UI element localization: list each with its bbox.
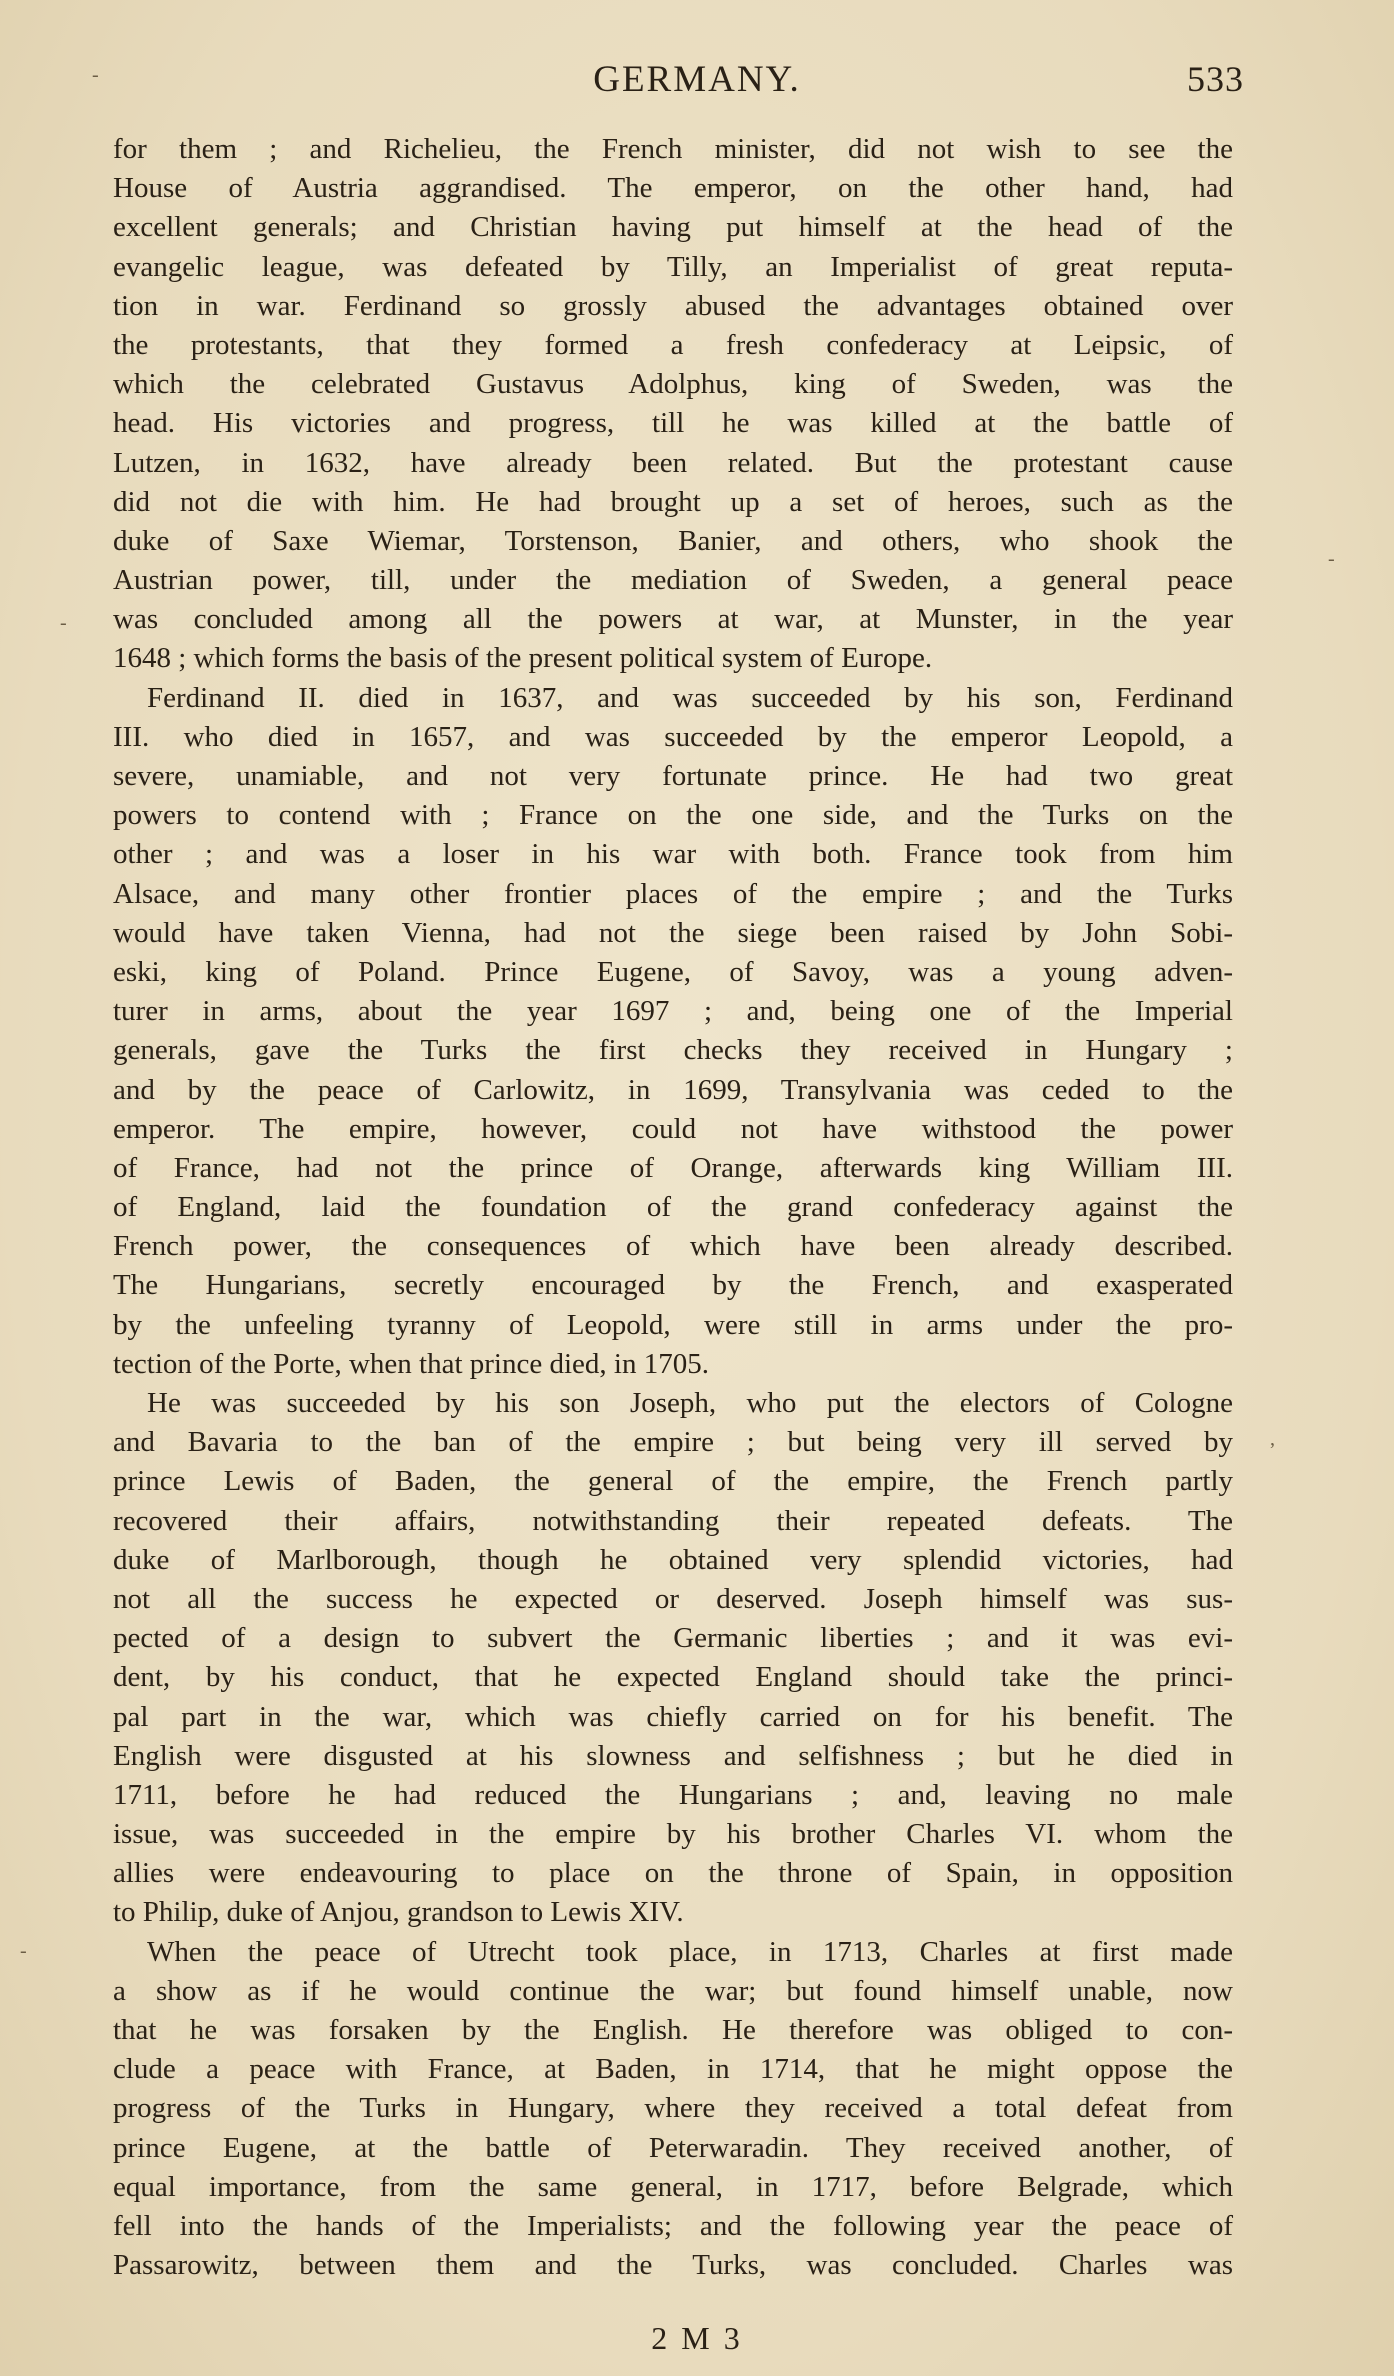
text-line: a show as if he would continue the war; but found himself unable, now (113, 1974, 1233, 2007)
text-line: tion in war. Ferdinand so grossly abused the advantages obtained over (113, 289, 1233, 322)
text-line: would have taken Vienna, had not the siege been raised by John Sobi- (113, 916, 1233, 949)
text-line: duke of Saxe Wiemar, Torstenson, Banier, and others, who shook the (113, 524, 1233, 557)
text-line: powers to contend with ; France on the one side, and the Turks on the (113, 799, 1233, 832)
text-line: dent, by his conduct, that he expected England should take the princi- (113, 1661, 1233, 1694)
text-line: evangelic league, was defeated by Tilly, an Imperialist of great reputa- (113, 250, 1233, 283)
text-line: that he was forsaken by the English. He therefore was obliged to con- (113, 2014, 1233, 2046)
text-line: did not die with him. He had brought up a set of heroes, such as the (113, 485, 1233, 518)
text-line: and by the peace of Carlowitz, in 1699, Transylvania was ceded to the (113, 1073, 1233, 1106)
text-line: 1711, before he had reduced the Hungarians ; and, leaving no male (113, 1778, 1233, 1811)
body-text (113, 130, 1233, 2285)
text-line: severe, unamiable, and not very fortunate prince. He had two great (113, 760, 1233, 792)
text-line: head. His victories and progress, till he was killed at the battle of (113, 407, 1233, 440)
text-line: Passarowitz, between them and the Turks, was concluded. Charles was (113, 2249, 1233, 2282)
text-line: which the celebrated Gustavus Adolphus, king of Sweden, was the (113, 368, 1233, 401)
text-line: not all the success he expected or deserved. Joseph himself was sus- (113, 1582, 1233, 1615)
text-line: and Bavaria to the ban of the empire ; but being very ill served by (113, 1426, 1233, 1459)
text-line: of France, had not the prince of Orange, afterwards king William III. (113, 1151, 1233, 1184)
text-line: fell into the hands of the Imperialists; and the following year the peace of (113, 2209, 1233, 2242)
running-title: GERMANY. (593, 59, 801, 100)
margin-dash: - (60, 612, 67, 634)
text-line: Alsace, and many other frontier places of the empire ; and the Turks (113, 877, 1233, 910)
margin-dash: , (1270, 1428, 1275, 1450)
running-head (0, 58, 1394, 104)
text-line: to Philip, duke of Anjou, grandson to Lewis XIV. (113, 1896, 684, 1929)
text-line: issue, was succeeded in the empire by his brother Charles VI. whom the (113, 1818, 1233, 1851)
page-number: 533 (1187, 59, 1244, 99)
text-line: Ferdinand II. died in 1637, and was succeeded by his son, Ferdinand (147, 681, 1233, 714)
text-line: by the unfeeling tyranny of Leopold, were still in arms under the pro- (113, 1308, 1233, 1341)
text-line: He was succeeded by his son Joseph, who put the electors of Cologne (147, 1387, 1233, 1419)
margin-dash: - (92, 64, 99, 86)
text-line: When the peace of Utrecht took place, in 1713, Charles at first made (147, 1935, 1233, 1968)
text-line: English were disgusted at his slowness and selfishness ; but he died in (113, 1739, 1233, 1772)
text-line: allies were endeavouring to place on the throne of Spain, in opposition (113, 1857, 1233, 1890)
text-line: pal part in the war, which was chiefly carried on for his benefit. The (113, 1700, 1233, 1733)
text-line: III. who died in 1657, and was succeeded by the emperor Leopold, a (113, 720, 1233, 753)
text-line: French power, the consequences of which have been already described. (113, 1230, 1233, 1263)
text-line: Lutzen, in 1632, have already been related. But the protestant cause (113, 446, 1233, 479)
text-line: House of Austria aggrandised. The emperor, on the other hand, had (113, 172, 1233, 205)
margin-dash: - (20, 1940, 27, 1962)
text-line: pected of a design to subvert the Germanic liberties ; and it was evi- (113, 1622, 1233, 1655)
text-line: duke of Marlborough, though he obtained very splendid victories, had (113, 1543, 1233, 1576)
text-line: excellent generals; and Christian having put himself at the head of the (113, 211, 1233, 244)
text-line: clude a peace with France, at Baden, in 1714, that he might oppose the (113, 2053, 1233, 2086)
text-line: tection of the Porte, when that prince died, in 1705. (113, 1347, 709, 1380)
text-line: emperor. The empire, however, could not have withstood the power (113, 1112, 1233, 1145)
margin-dash: - (1328, 548, 1335, 570)
text-line: for them ; and Richelieu, the French minister, did not wish to see the (113, 133, 1233, 165)
text-line: of England, laid the foundation of the grand confederacy against the (113, 1191, 1233, 1224)
signature-mark: 2 M 3 (651, 2320, 743, 2356)
text-line: progress of the Turks in Hungary, where they received a total defeat from (113, 2092, 1233, 2125)
text-line: The Hungarians, secretly encouraged by the French, and exasperated (113, 1269, 1233, 1302)
text-line: generals, gave the Turks the first checks they received in Hungary ; (113, 1034, 1233, 1067)
text-line: turer in arms, about the year 1697 ; and, being one of the Imperial (113, 995, 1233, 1028)
text-line: recovered their affairs, notwithstanding their repeated defeats. The (113, 1504, 1233, 1537)
text-line: eski, king of Poland. Prince Eugene, of Savoy, was a young adven- (113, 955, 1233, 988)
text-line: prince Lewis of Baden, the general of the empire, the French partly (113, 1465, 1233, 1498)
text-line: the protestants, that they formed a fresh confederacy at Leipsic, of (113, 328, 1233, 361)
text-line: Austrian power, till, under the mediation of Sweden, a general peace (113, 564, 1233, 597)
text-line: was concluded among all the powers at war, at Munster, in the year (113, 603, 1233, 636)
text-line: other ; and was a loser in his war with both. France took from him (113, 838, 1233, 871)
text-line: equal importance, from the same general, in 1717, before Belgrade, which (113, 2170, 1233, 2203)
text-line: 1648 ; which forms the basis of the present political system of Europe. (113, 642, 933, 675)
text-line: prince Eugene, at the battle of Peterwaradin. They received another, of (113, 2131, 1233, 2164)
